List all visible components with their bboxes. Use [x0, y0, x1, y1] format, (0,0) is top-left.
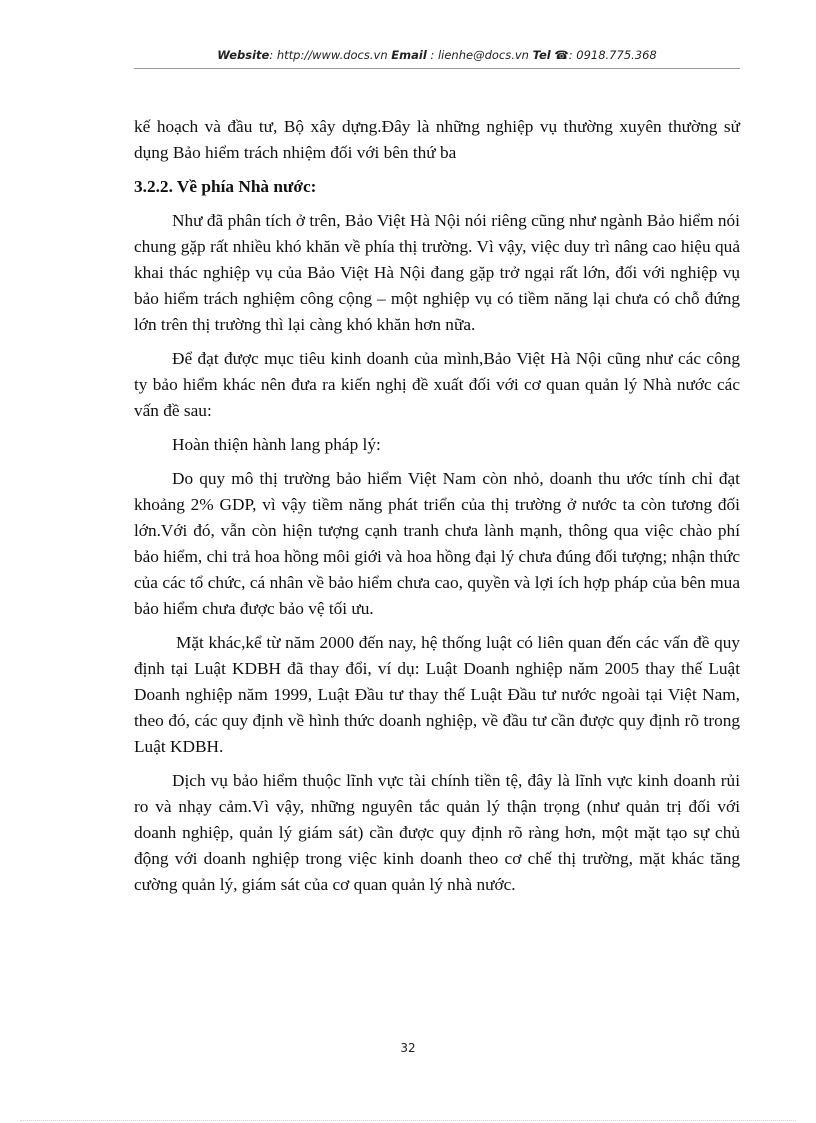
page-bottom-border — [20, 1120, 796, 1121]
paragraph-continuation: kế hoạch và đầu tư, Bộ xây dựng.Đây là những nghiệp vụ thường xuyên thường sử dụng Bảo hiểm trách nhiệm đối với bên thứ ba — [134, 117, 740, 162]
paragraph-law-changes: Mặt khác,kể từ năm 2000 đến nay, hệ thống luật có liên quan đến các vấn đề quy định tại Luật KDBH đã thay đổi, ví dụ: Luật Doanh nghiệp năm 2005 thay thế Luật Doanh nghiệp năm 1999, Luật Đầu tư thay thế Luật Đầu tư nước ngoài tại Việt Nam, theo đó, các quy định về hình thức doanh nghiệp, về đầu tư cần được quy định rõ trong Luật KDBH. — [134, 633, 740, 756]
header-divider — [134, 68, 740, 69]
tel-label: Tel — [532, 48, 551, 62]
tel-value: : 0918.775.368 — [568, 48, 657, 62]
email-label: Email — [391, 48, 427, 62]
paragraph-proposals: Để đạt được mục tiêu kinh doanh của mình,Bảo Việt Hà Nội cũng như các công ty bảo hiểm khác nên đưa ra kiến nghị đề xuất đối với cơ quan quản lý Nhà nước các vấn đề sau: — [134, 349, 740, 420]
page-number: 32 — [400, 1041, 416, 1055]
website-value: : http://www.docs.vn — [269, 48, 388, 62]
email-value: : lienhe@docs.vn — [430, 48, 529, 62]
paragraph-market-difficulties: Như đã phân tích ở trên, Bảo Việt Hà Nội nói riêng cũng như ngành Bảo hiểm nói chung gặp rất nhiều khó khăn về phía thị trường. Vì vậy, việc duy trì nâng cao hiệu quả khai thác nghiệp vụ của Bảo Việt Hà Nội đang gặp trở ngại rất lớn, đối với nghiệp vụ bảo hiểm trách nghiệm công cộng – một nghiệp vụ có tiềm năng lại chưa có chỗ đứng lớn trên thị trường thì lại càng khó khăn hơn nữa. — [134, 211, 740, 334]
phone-icon: ☎ — [554, 48, 569, 62]
section-heading: 3.2.2. Về phía Nhà nước: — [134, 177, 317, 196]
page-header — [134, 48, 740, 68]
paragraph-legal-framework: Hoàn thiện hành lang pháp lý: — [172, 435, 381, 454]
paragraph-market-size: Do quy mô thị trường bảo hiểm Việt Nam còn nhỏ, doanh thu ước tính chỉ đạt khoảng 2% GDP, vì vậy tiềm năng phát triển của thị trường ở nước ta còn tương đối lớn.Với đó, vẫn còn hiện tượng cạnh tranh chưa lành mạnh, thông qua việc chào phí bảo hiểm, chi trả hoa hồng môi giới và hoa hồng đại lý chưa đúng đối tượng; nhận thức của các tổ chức, cá nhân về bảo hiểm chưa cao, quyền và lợi ích hợp pháp của bên mua bảo hiểm chưa được bảo vệ tối ưu. — [134, 469, 740, 618]
document-body — [134, 114, 740, 906]
paragraph-insurance-services: Dịch vụ bảo hiểm thuộc lĩnh vực tài chính tiền tệ, đây là lĩnh vực kinh doanh rủi ro và nhạy cảm.Vì vậy, những nguyên tắc quản lý thận trọng (như quản trị đối với doanh nghiệp, quản lý giám sát) cần được quy định rõ ràng hơn, một mặt tạo sự chủ động với doanh nghiệp trong việc kinh doanh theo cơ chế thị trường, mặt khác tăng cường quản lý, giám sát của cơ quan quản lý nhà nước. — [134, 771, 740, 894]
website-label: Website — [217, 48, 270, 62]
